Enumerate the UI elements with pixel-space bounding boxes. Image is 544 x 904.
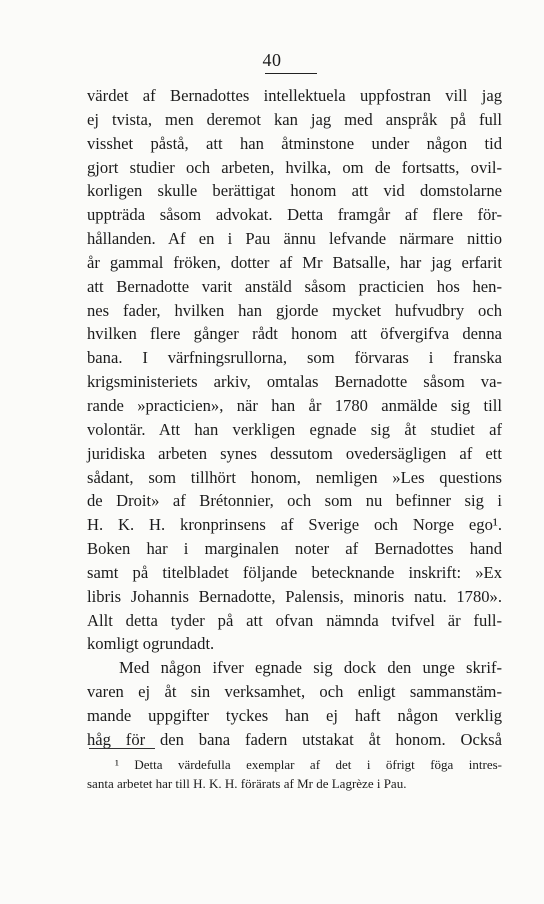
text-line: samt på titelbladet följande betecknande inskrift: »Ex xyxy=(87,562,502,582)
text-line: volontär. Att han verkligen egnade sig åt studiet af xyxy=(87,419,502,439)
footnotes xyxy=(87,755,502,793)
page-number: 40 xyxy=(262,50,282,70)
text-line: rande »practicien», när han år 1780 anmälde sig till xyxy=(87,395,502,415)
text-line: år gammal fröken, dotter af Mr Batsalle, har jag erfarit xyxy=(87,252,502,272)
text-line: sådant, som tillhört honom, nemligen »Les questions xyxy=(87,467,502,487)
footnote-line: santa arbetet har till H. K. H. förärats af Mr de Lagrèze i Pau. xyxy=(87,776,407,791)
text-line: krigsministeriets arkiv, omtalas Bernadotte såsom va- xyxy=(87,372,502,392)
footnote-line: ¹ Detta värdefulla exemplar af det i öfrigt föga intres- xyxy=(115,757,502,772)
text-line: bana. I värfningsrullorna, som förvaras i franska xyxy=(87,348,502,368)
body-text xyxy=(87,84,502,752)
text-line: korligen skulle berättigat honom att vid domstolarne xyxy=(87,181,502,201)
text-line: att Bernadotte varit anstäld såsom practicien hos hen- xyxy=(87,276,502,296)
text-line: Boken har i marginalen noter af Bernadottes hand xyxy=(87,539,502,559)
text-line: håg för den bana fadern utstakat åt honom. Också xyxy=(87,729,502,749)
text-line: komligt ogrundadt. xyxy=(87,634,215,654)
text-line: visshet påstå, att han åtminstone under någon tid xyxy=(87,133,502,153)
text-line: värdet af Bernadottes intellektuela uppfostran vill jag xyxy=(87,86,502,105)
text-line: libris Johannis Bernadotte, Palensis, minoris natu. 1780». xyxy=(87,586,502,606)
text-line: uppträda såsom advokat. Detta framgår af flere för- xyxy=(87,205,502,225)
text-line: hållanden. Af en i Pau ännu lefvande närmare nittio xyxy=(87,229,502,249)
text-line: gjort studier och arbeten, hvilka, om de fortsatts, ovil- xyxy=(87,157,502,177)
text-line: juridiska arbeten synes dessutom ovedersägligen af ett xyxy=(87,443,502,463)
text-line: varen ej åt sin verksamhet, och enligt sammanstäm- xyxy=(87,682,502,702)
text-line: mande uppgifter tyckes han ej haft någon verklig xyxy=(87,705,502,725)
text-line: nes fader, hvilken han gjorde mycket hufvudbry och xyxy=(87,300,502,320)
text-line: de Droit» af Brétonnier, och som nu befinner sig i xyxy=(87,491,502,511)
text-line: H. K. H. kronprinsens af Sverige och Norge ego¹. xyxy=(87,515,502,535)
text-line: Allt detta tyder på att ofvan nämnda tvifvel är full- xyxy=(87,610,502,630)
footnote-rule xyxy=(89,748,155,749)
page-number-rule xyxy=(265,73,317,74)
text-line: ej tvista, men deremot kan jag med anspråk på full xyxy=(87,109,502,129)
text-line: Med någon ifver egnade sig dock den unge skrif- xyxy=(119,658,502,678)
text-line: hvilken flere gånger rådt honom att öfvergifva denna xyxy=(87,324,502,344)
